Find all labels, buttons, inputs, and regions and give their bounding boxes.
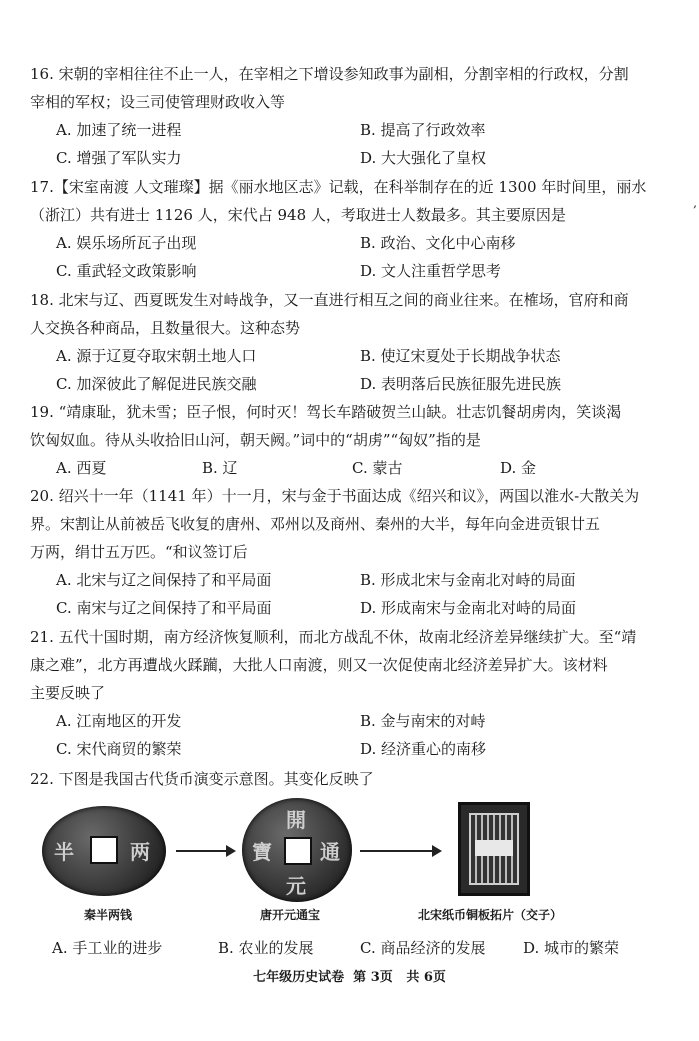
question-stem-line: 20. 绍兴十一年（1141 年）十一月，宋与金于书面达成《绍兴和议》，两国以淮水-大散关为 [30, 487, 640, 505]
option-d[interactable]: D. 经济重心的南移 [360, 740, 487, 758]
footer-total-pages: 共 6页 [406, 970, 446, 985]
coin-inscription: 半 [54, 840, 74, 864]
option-d[interactable]: D. 形成南宋与金南北对峙的局面 [360, 599, 577, 617]
option-a[interactable]: A. 西夏 [56, 459, 107, 477]
option-b[interactable]: B. 辽 [202, 459, 238, 477]
figure-caption: 北宋纸币铜板拓片（交子） [418, 908, 563, 922]
question-stem-line: 18. 北宋与辽、西夏既发生对峙战争，又一直进行相互之间的商业往来。在榷场，官府和商 [30, 291, 629, 309]
question-stem-line: 19. “靖康耻，犹未雪；臣子恨，何时灭！驾长车踏破贺兰山缺。壮志饥餐胡虏肉，笑谈渴 [30, 403, 622, 421]
question-19 [30, 398, 670, 482]
option-c[interactable]: C. 宋代商贸的繁荣 [56, 740, 182, 758]
question-stem-line: 界。宋割让从前被岳飞收复的唐州、邓州以及商州、秦州的大半，每年向金进贡银廿五 [30, 515, 601, 533]
arrow-right-icon [360, 850, 440, 852]
question-stem-line: 17.【宋室南渡 人文璀璨】据《丽水地区志》记载，在科举制存在的近 1300 年时间里，丽水 [30, 178, 647, 196]
margin-mark: , [693, 196, 697, 210]
option-b[interactable]: B. 使辽宋夏处于长期战争状态 [360, 347, 561, 365]
option-c[interactable]: C. 重武轻文政策影响 [56, 262, 197, 280]
option-b[interactable]: B. 提高了行政效率 [360, 121, 486, 139]
option-c[interactable]: C. 南宋与辽之间保持了和平局面 [56, 599, 272, 617]
question-stem-line: 宰相的军权；设三司使管理财政收入等 [30, 93, 286, 111]
option-c[interactable]: C. 蒙古 [352, 459, 403, 477]
option-b[interactable]: B. 形成北宋与金南北对峙的局面 [360, 571, 576, 589]
option-d[interactable]: D. 城市的繁荣 [523, 939, 620, 957]
currency-evolution-figure [30, 798, 670, 928]
option-c[interactable]: C. 增强了军队实力 [56, 149, 182, 167]
question-18 [30, 286, 670, 398]
tang-kaiyuan-coin-image [242, 798, 352, 902]
option-b[interactable]: B. 金与南宋的对峙 [360, 712, 486, 730]
question-20 [30, 482, 670, 622]
jiaozi-banknote-image [458, 802, 530, 896]
question-stem-line: 饮匈奴血。待从头收拾旧山河，朝天阙。”词中的“胡虏”“匈奴”指的是 [30, 431, 481, 449]
question-stem-line: 21. 五代十国时期，南方经济恢复顺利，而北方战乱不休，故南北经济差异继续扩大。至“靖 [30, 628, 637, 646]
qin-banliang-coin-image [42, 806, 166, 896]
option-b[interactable]: B. 政治、文化中心南移 [360, 234, 516, 252]
coin-inscription: 開 [286, 808, 306, 832]
option-d[interactable]: D. 表明落后民族征服先进民族 [360, 375, 562, 393]
option-a[interactable]: A. 加速了统一进程 [56, 121, 182, 139]
option-d[interactable]: D. 金 [500, 459, 537, 477]
option-c[interactable]: C. 商品经济的发展 [360, 939, 486, 957]
option-d[interactable]: D. 大大强化了皇权 [360, 149, 487, 167]
question-17 [30, 173, 670, 285]
question-stem-line: （浙江）共有进士 1126 人，宋代占 948 人，考取进士人数最多。其主要原因是 [30, 206, 566, 224]
page-footer [0, 966, 699, 985]
question-16 [30, 60, 670, 172]
coin-inscription: 元 [286, 874, 306, 898]
option-a[interactable]: A. 娱乐场所瓦子出现 [56, 234, 197, 252]
question-stem-line: 22. 下图是我国古代货币演变示意图。其变化反映了 [30, 770, 374, 788]
coin-inscription: 通 [320, 840, 340, 864]
question-22 [30, 765, 670, 793]
option-a[interactable]: A. 北宋与辽之间保持了和平局面 [56, 571, 272, 589]
option-c[interactable]: C. 加深彼此了解促进民族交融 [56, 375, 257, 393]
question-stem-line: 16. 宋朝的宰相往往不止一人，在宰相之下增设参知政事为副相，分割宰相的行政权，分割 [30, 65, 629, 83]
question-stem-line: 人交换各种商品，且数量很大。这种态势 [30, 319, 301, 337]
option-a[interactable]: A. 手工业的进步 [52, 939, 163, 957]
figure-caption: 秦半两钱 [84, 908, 133, 922]
question-stem-line: 康之难”，北方再遭战火蹂躏，大批人口南渡，则又一次促使南北经济差异扩大。该材料 [30, 656, 608, 674]
figure-caption: 唐开元通宝 [260, 908, 321, 922]
coin-inscription: 寶 [252, 840, 272, 864]
question-stem-line: 主要反映了 [30, 684, 106, 702]
option-a[interactable]: A. 源于辽夏夺取宋朝土地人口 [56, 347, 257, 365]
question-stem-line: 万两，绢廿五万匹。“和议签订后 [30, 543, 248, 561]
footer-title: 七年级历史试卷 [253, 970, 345, 985]
option-a[interactable]: A. 江南地区的开发 [56, 712, 182, 730]
option-d[interactable]: D. 文人注重哲学思考 [360, 262, 502, 280]
question-21 [30, 623, 670, 763]
question-22-options [30, 934, 670, 962]
arrow-right-icon [176, 850, 234, 852]
coin-inscription: 两 [130, 840, 150, 864]
option-b[interactable]: B. 农业的发展 [218, 939, 314, 957]
footer-page-number: 第 3页 [353, 970, 393, 985]
